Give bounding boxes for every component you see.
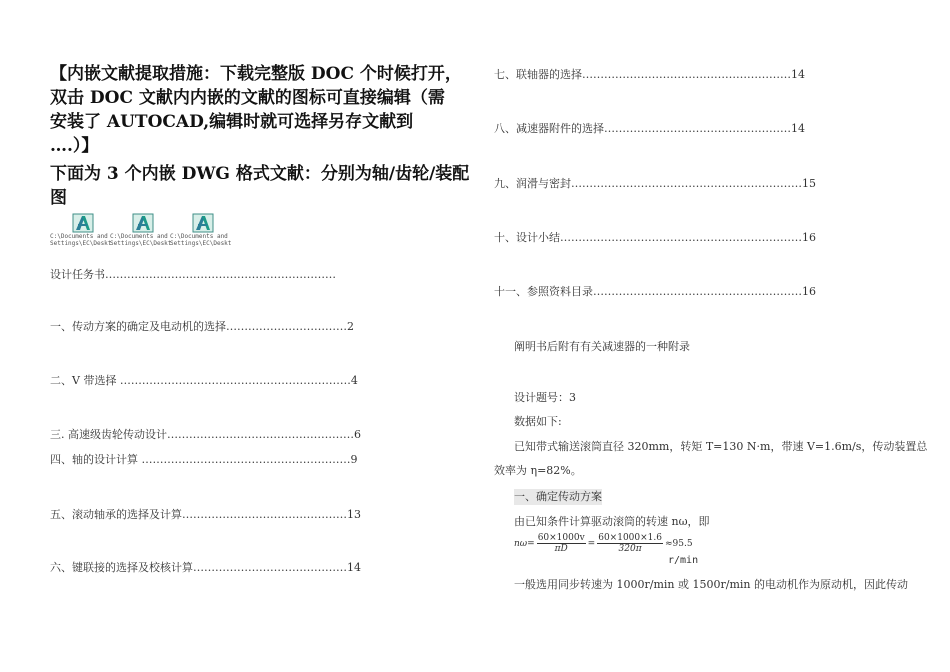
embedded-file-assembly[interactable] bbox=[170, 213, 265, 247]
heading-line: 安装了 AUTOCAD,编辑时就可选择另存文献到 bbox=[50, 112, 414, 132]
toc-entry[interactable]: 二、V 带选择 ………………………………………………………4 bbox=[50, 374, 358, 387]
toc-entry[interactable]: 十一、参照资料目录…………………………………………………16 bbox=[494, 285, 816, 298]
appendix-note: 阐明书后附有有关减速器的一种附录 bbox=[514, 340, 690, 353]
toc-entry[interactable]: 六、键联接的选择及校核计算……………………………………14 bbox=[50, 561, 361, 574]
fraction-numerator: 60×1000×1.6 bbox=[598, 533, 662, 543]
fraction-denominator: 320π bbox=[618, 544, 642, 554]
toc-entry[interactable]: 十、设计小结…………………………………………………………16 bbox=[494, 231, 816, 244]
autocad-file-icon bbox=[132, 213, 154, 233]
heading-line: 【内嵌文献提取措施：下载完整版 DOC 个时候打开， bbox=[50, 64, 462, 84]
given-conditions-line: 效率为 η=82%。 bbox=[494, 464, 582, 477]
toc-entry[interactable]: 五、滚动轴承的选择及计算………………………………………13 bbox=[50, 508, 361, 521]
heading-line: 图 bbox=[50, 188, 67, 208]
motor-selection-line: 一般选用同步转速为 1000r/min 或 1500r/min 的电动机作为原动机，因此传动 bbox=[514, 578, 908, 591]
file-caption: Settings\EC\Deskt bbox=[110, 240, 172, 247]
file-caption: C:\Documents and bbox=[50, 233, 108, 240]
toc-entry[interactable]: 四、轴的设计计算 …………………………………………………9 bbox=[50, 453, 358, 466]
formula-result: ≈95.5 bbox=[664, 539, 693, 549]
heading-line: 下面为 3 个内嵌 DWG 格式文献：分别为轴/齿轮/装配 bbox=[50, 164, 470, 184]
design-topic: 设计题号：3 bbox=[514, 391, 576, 404]
fraction bbox=[597, 533, 663, 554]
file-caption: C:\Documents and bbox=[170, 233, 228, 240]
toc-entry[interactable]: 一、传动方案的确定及电动机的选择……………………………2 bbox=[50, 320, 354, 333]
fraction-numerator: 60×1000v bbox=[537, 533, 585, 543]
speed-formula bbox=[514, 533, 693, 554]
autocad-file-icon bbox=[192, 213, 214, 233]
speed-intro: 由已知条件计算驱动滚筒的转速 nω，即 bbox=[514, 515, 710, 528]
file-caption: Settings\EC\Deskt bbox=[50, 240, 112, 247]
toc-entry[interactable]: 九、润滑与密封………………………………………………………15 bbox=[494, 177, 816, 190]
autocad-file-icon bbox=[72, 213, 94, 233]
formula-lhs: nω= bbox=[514, 539, 535, 549]
fraction bbox=[537, 533, 586, 554]
heading-line: ….）】 bbox=[50, 136, 99, 156]
section-title: 一、确定传动方案 bbox=[514, 490, 602, 503]
file-caption: C:\Documents and bbox=[110, 233, 168, 240]
embed-instructions-heading bbox=[50, 62, 470, 210]
toc-entry[interactable]: 三. 高速级齿轮传动设计……………………………………………6 bbox=[50, 428, 361, 441]
toc-entry[interactable]: 八、减速器附件的选择……………………………………………14 bbox=[494, 122, 805, 135]
given-conditions-line: 已知带式输送滚筒直径 320mm，转矩 T=130 N·m，带速 V=1.6m/s，传动装置总 bbox=[514, 440, 928, 453]
speed-unit: r/min bbox=[668, 555, 699, 566]
toc-entry[interactable]: 设计任务书……………………………………………………… bbox=[50, 268, 336, 281]
file-caption: Settings\EC\Deskt bbox=[170, 240, 232, 247]
toc-entry[interactable]: 七、联轴器的选择…………………………………………………14 bbox=[494, 68, 805, 81]
formula-equals: = bbox=[587, 539, 596, 549]
heading-line: 双击 DOC 文献内内嵌的文献的图标可直接编辑（需 bbox=[50, 88, 445, 108]
data-intro: 数据如下: bbox=[514, 415, 562, 428]
fraction-denominator: πD bbox=[554, 544, 568, 554]
